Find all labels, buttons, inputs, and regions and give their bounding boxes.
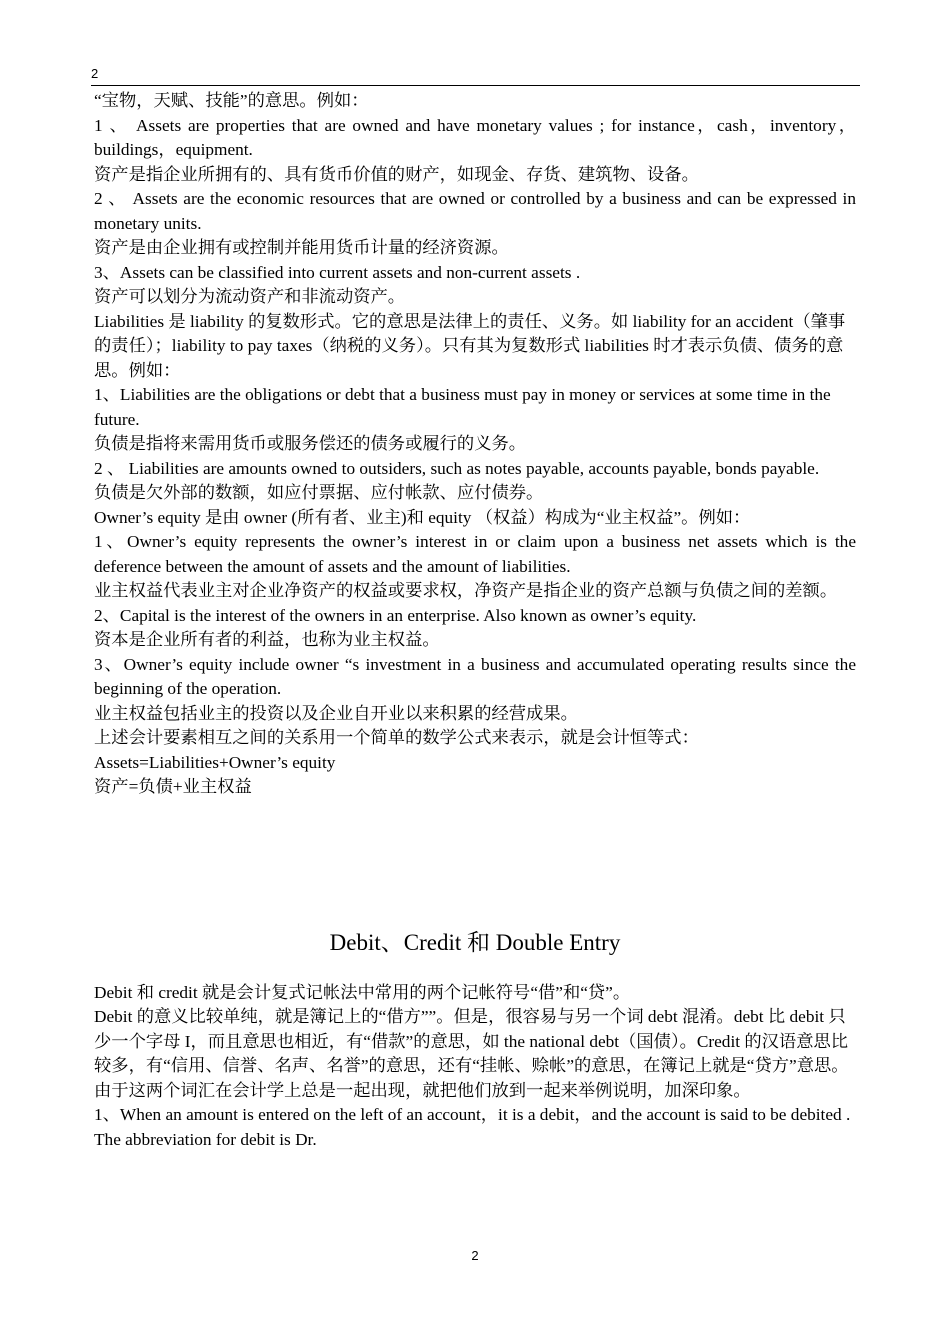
- body-line: 负债是指将来需用货币或服务偿还的债务或履行的义务。: [94, 434, 527, 453]
- body-line: 上述会计要素相互之间的关系用一个简单的数学公式来表示，就是会计恒等式：: [94, 728, 699, 747]
- body-line: 业主权益代表业主对企业净资产的权益或要求权，净资产是指企业的资产总额与负债之间的差额。: [94, 581, 838, 600]
- footer-page-number: 2: [471, 1248, 479, 1263]
- section-line: 由于这两个词汇在会计学上总是一起出现，就把他们放到一起来举例说明，加深印象。: [94, 1080, 751, 1100]
- section-line: Debit 和 credit 就是会计复式记帐法中常用的两个记帐符号“借”和“贷”。: [94, 982, 631, 1002]
- body-line: 资产是由企业拥有或控制并能用货币计量的经济资源。: [94, 238, 509, 257]
- document-body: [94, 89, 856, 1152]
- body-line: 3、Owner’s equity include owner “s investment in a business and accumulated operating results since the beginning of the operation.: [94, 654, 856, 698]
- equation-chinese: 资产=负债+业主权益: [94, 777, 252, 796]
- body-line: 业主权益包括业主的投资以及企业自开业以来积累的经营成果。: [94, 703, 578, 723]
- body-line: 1、Owner’s equity represents the owner’s interest in or claim upon a business net assets which is the deference between the amount of assets and the amount of liabilities.: [94, 532, 856, 576]
- header-page-number: 2: [91, 66, 99, 81]
- body-line: 2 、 Assets are the economic resources that are owned or controlled by a business and can be expressed in monetary units.: [94, 189, 856, 233]
- body-line: 2 、 Liabilities are amounts owned to outsiders, such as notes payable, accounts payable, bonds payable.: [94, 458, 820, 478]
- section-title: Debit、Credit 和 Double Entry: [329, 929, 621, 955]
- body-line: “宝物，天赋、技能”的意思。例如：: [94, 91, 369, 110]
- body-line: 负债是欠外部的数额，如应付票据、应付帐款、应付债券。: [94, 483, 544, 502]
- body-line: Owner’s equity 是由 owner (所有者、业主)和 equity （权益）构成为“业主权益”。例如：: [94, 507, 751, 527]
- body-line: 3、Assets can be classified into current assets and non-current assets .: [94, 262, 581, 282]
- body-line: 资产是指企业所拥有的、具有货币价值的财产，如现金、存货、建筑物、设备。: [94, 164, 699, 184]
- body-line: 2、Capital is the interest of the owners in an enterprise. Also known as owner’s equity.: [94, 605, 697, 625]
- body-line: 1、Liabilities are the obligations or debt that a business must pay in money or services at some time in the future.: [94, 385, 831, 429]
- body-line: 资产可以划分为流动资产和非流动资产。: [94, 287, 406, 306]
- body-line: 1 、 Assets are properties that are owned and have monetary values ; for instance，cash，inventory，buildings，equipment.: [94, 115, 856, 159]
- section-line: Debit 的意义比较单纯，就是簿记上的“借方””。但是，很容易与另一个词 debt 混淆。debt 比 debit 只少一个字母 I，而且意思也相近，有“借款”的意思，如 the national debt（国债）。Credit 的汉语意思比较多，有“信用、信誉、名声、名誉”的意思，还有“挂帐、赊帐”的意思，在簿记上就是“贷方”意思。: [94, 1007, 849, 1075]
- body-line: 资本是企业所有者的利益，也称为业主权益。: [94, 630, 440, 649]
- equation-english: Assets=Liabilities+Owner’s equity: [94, 752, 336, 772]
- section-line: 1、When an amount is entered on the left of an account，it is a debit，and the account is said to be debited . The abbreviation for debit is Dr.: [94, 1105, 851, 1149]
- section-spacer: [94, 800, 856, 928]
- body-line: Liabilities 是 liability 的复数形式。它的意思是法律上的责任、义务。如 liability for an accident（肇事的责任）；liability to pay taxes（纳税的义务）。只有其为复数形式 liabilities 时才表示负债、债务的意思。例如：: [94, 311, 846, 380]
- header-rule: [91, 85, 860, 86]
